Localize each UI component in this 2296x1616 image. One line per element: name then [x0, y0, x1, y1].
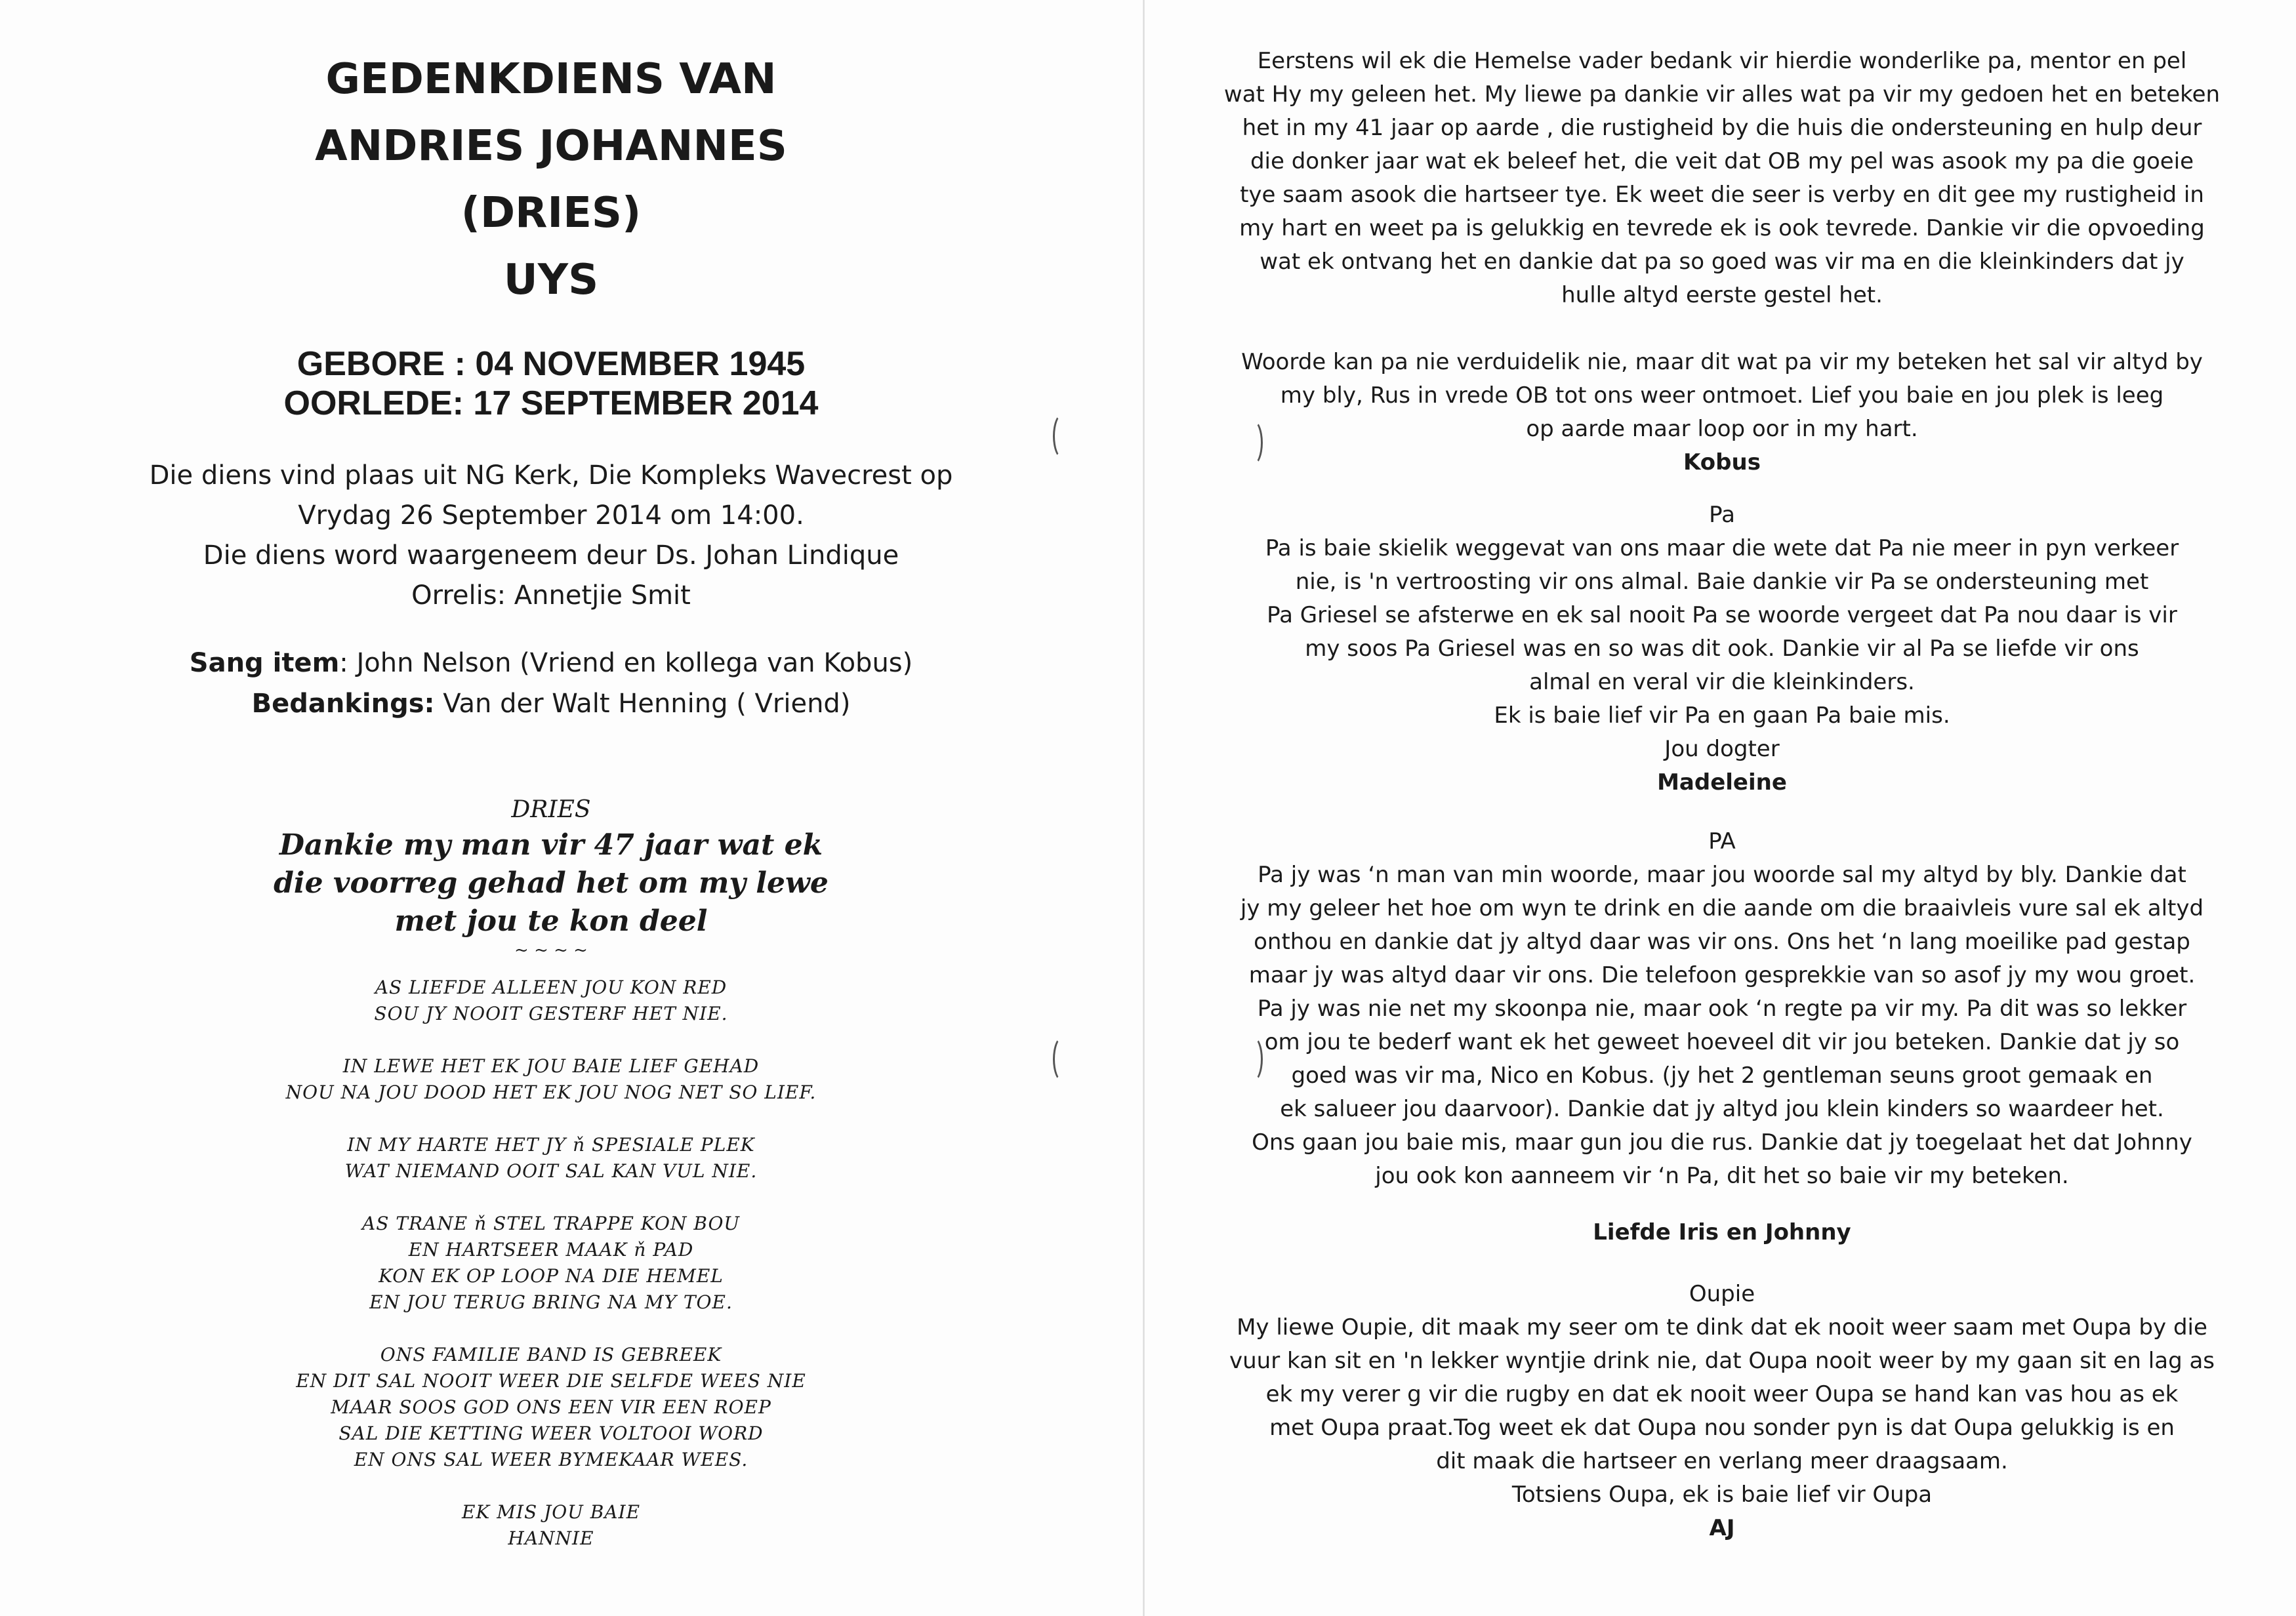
thanks-item [92, 683, 1010, 724]
tribute-line: my bly, Rus in vrede OB tot ons weer ontmoet. Lief you baie en jou plek is leeg [1280, 382, 2164, 409]
memorial-poem [92, 794, 1010, 1578]
tribute-line: dit maak die hartseer en verlang meer draagsaam. [1436, 1448, 2008, 1474]
poem-line: WAT NIEMAND OOIT SAL KAN VUL NIE. [344, 1160, 758, 1182]
poem-stanza [92, 1211, 1010, 1316]
service-line: Orrelis: Annetjie Smit [411, 580, 691, 611]
birth-date: GEBORE : 04 NOVEMBER 1945 [297, 345, 806, 383]
tribute-heading: Pa [1709, 502, 1735, 528]
poem-heading: DRIES [511, 796, 591, 823]
tribute-line: die donker jaar wat ek beleef het, die veit dat OB my pel was asook my pa die goeie [1250, 148, 2194, 174]
poem-line: SOU JY NOOIT GESTERF HET NIE. [374, 1003, 728, 1024]
tribute-signature: Kobus [1683, 449, 1761, 475]
tribute-line: wat Hy my geleen het. My liewe pa dankie vir alles wat pa vir my gedoen het en beteken [1223, 81, 2221, 108]
binding-hole-mark [1053, 413, 1073, 459]
poem-stanza [92, 1342, 1010, 1473]
poem-line: NOU NA JOU DOOD HET EK JOU NOG NET SO LIEF. [285, 1081, 817, 1103]
tribute-signature: Liefde Iris en Johnny [1593, 1219, 1851, 1245]
tribute-line: Pa jy was ‘n man van min woorde, maar jou woorde sal my altyd by bly. Dankie dat [1258, 862, 2186, 888]
title-line: ANDRIES JOHANNES [315, 122, 787, 171]
poem-dedication-line: met jou te kon deel [394, 904, 708, 938]
tribute-signature: AJ [1709, 1515, 1735, 1541]
tribute-line: Ek is baie lief vir Pa en gaan Pa baie mis. [1494, 702, 1950, 729]
tribute-iris-johnny [1200, 825, 2244, 1249]
tribute-heading: Oupie [1689, 1281, 1755, 1307]
tribute-madeleine [1200, 498, 2244, 799]
poem-line: SAL DIE KETTING WEER VOLTOOI WORD [338, 1423, 764, 1444]
tribute-line: jy my geleer het hoe om wyn te drink en die aande om die braaivleis vure sal ek altyd [1240, 895, 2204, 921]
tribute-line: my hart en weet pa is gelukkig en tevrede ek is ook tevrede. Dankie vir die opvoeding [1239, 215, 2205, 241]
poem-stanza [92, 975, 1010, 1027]
poem-line: ONS FAMILIE BAND IS GEBREEK [380, 1344, 722, 1365]
tribute-line: Jou dogter [1664, 736, 1780, 762]
service-line: Die diens word waargeneem deur Ds. Johan Lindique [203, 540, 899, 571]
poem-line: EK MIS JOU BAIE [461, 1501, 641, 1523]
title-line: (DRIES) [461, 189, 642, 237]
tribute-line: op aarde maar loop oor in my hart. [1526, 416, 1918, 442]
page-fold [1143, 0, 1145, 1616]
thanks-value: Van der Walt Henning ( Vriend) [434, 689, 851, 719]
poem-line: KON EK OP LOOP NA DIE HEMEL [379, 1265, 724, 1287]
poem-line: IN MY HARTE HET JY ň SPESIALE PLEK [347, 1134, 755, 1156]
poem-line: EN ONS SAL WEER BYMEKAAR WEES. [354, 1449, 748, 1470]
thanks-label: Bedankings: [251, 689, 435, 719]
tribute-line: Pa is baie skielik weggevat van ons maar die wete dat Pa nie meer in pyn verkeer [1265, 535, 2179, 561]
tribute-line: Pa Griesel se afsterwe en ek sal nooit Pa se woorde vergeet dat Pa nou daar is vir [1267, 602, 2177, 628]
tribute-line: almal en veral vir die kleinkinders. [1529, 669, 1915, 695]
tribute-line: vuur kan sit en 'n lekker wyntjie drink nie, dat Oupa nooit weer by my gaan sit en lag as [1229, 1348, 2215, 1374]
tribute-line: wat ek ontvang het en dankie dat pa so goed was vir ma en die kleinkinders dat jy [1260, 249, 2184, 275]
tribute-line: Ons gaan jou baie mis, maar gun jou die rus. Dankie dat jy toegelaat het dat Johnny [1252, 1129, 2192, 1156]
tribute-line: onthou en dankie dat jy altyd daar was vir ons. Ons het ‘n lang moeilike pad gestap [1254, 929, 2190, 955]
poem-line: AS LIEFDE ALLEEN JOU KON RED [375, 977, 728, 998]
service-credits [92, 643, 1010, 724]
poem-line: AS TRANE ň STEL TRAPPE KON BOU [361, 1213, 740, 1234]
poem-signature: HANNIE [508, 1527, 594, 1549]
song-item [92, 643, 1010, 683]
tribute-line: My liewe Oupie, dit maak my seer om te dink dat ek nooit weer saam met Oupa by die [1237, 1314, 2207, 1341]
tribute-line: hulle altyd eerste gestel het. [1561, 282, 1883, 308]
title-line: GEDENKDIENS VAN [325, 55, 777, 104]
poem-separator: ~ ~ ~ ~ [514, 940, 588, 960]
tribute-line: tye saam asook die hartseer tye. Ek weet die seer is verby en dit gee my rustigheid in [1240, 182, 2204, 208]
poem-line: EN JOU TERUG BRING NA MY TOE. [369, 1291, 733, 1313]
tribute-line: het in my 41 jaar op aarde , die rustigheid by die huis die ondersteuning en hulp deur [1242, 115, 2202, 141]
tribute-line: Pa jy was nie net my skoonpa nie, maar ook ‘n regte pa vir my. Pa dit was so lekker [1257, 996, 2187, 1022]
tribute-line: Eerstens wil ek die Hemelse vader bedank vir hierdie wonderlike pa, mentor en pel [1257, 48, 2187, 74]
tribute-signature: Madeleine [1657, 769, 1787, 796]
tribute-line: Woorde kan pa nie verduidelik nie, maar dit wat pa vir my beteken het sal vir altyd by [1241, 349, 2203, 375]
poem-line: EN DIT SAL NOOIT WEER DIE SELFDE WEES NIE [296, 1370, 806, 1392]
tribute-line: om jou te bederf want ek het geweet hoeveel dit vir jou beteken. Dankie dat jy so [1264, 1029, 2180, 1055]
poem-dedication-line: Dankie my man vir 47 jaar wat ek [279, 828, 823, 862]
poem-line: IN LEWE HET EK JOU BAIE LIEF GEHAD [342, 1055, 760, 1077]
binding-hole-mark [1053, 1036, 1073, 1082]
tribute-aj [1200, 1278, 2244, 1545]
poem-stanza [92, 1053, 1010, 1106]
tribute-line: goed was vir ma, Nico en Kobus. (jy het 2 gentleman seuns groot gemaak en [1291, 1062, 2153, 1089]
tribute-heading: PA [1708, 828, 1736, 855]
death-date: OORLEDE: 17 SEPTEMBER 2014 [283, 384, 819, 422]
tribute-line: ek salueer jou daarvoor). Dankie dat jy altyd jou klein kinders so waardeer het. [1280, 1096, 2164, 1122]
memorial-title [92, 46, 1010, 313]
poem-line: MAAR SOOS GOD ONS EEN VIR EEN ROEP [331, 1396, 771, 1418]
tribute-line: Totsiens Oupa, ek is baie lief vir Oupa [1511, 1482, 1933, 1508]
life-dates [92, 344, 1010, 423]
tribute-line: jou ook kon aanneem vir ‘n Pa, dit het so baie vir my beteken. [1375, 1163, 2069, 1189]
tribute-line: nie, is 'n vertroosting vir ons almal. Baie dankie vir Pa se ondersteuning met [1295, 569, 2149, 595]
service-line: Die diens vind plaas uit NG Kerk, Die Kompleks Wavecrest op [149, 460, 953, 491]
tribute-line: my soos Pa Griesel was en so was dit ook. Dankie vir al Pa se liefde vir ons [1305, 636, 2139, 662]
poem-stanzas [92, 975, 1010, 1552]
song-value: : John Nelson (Vriend en kollega van Kobus) [339, 648, 913, 678]
poem-stanza [92, 1499, 1010, 1552]
poem-dedication-line: die voorreg gehad het om my lewe [274, 866, 829, 900]
tribute-line: ek my verer g vir die rugby en dat ek nooit weer Oupa se hand kan vas hou as ek [1265, 1381, 2179, 1407]
service-line: Vrydag 26 September 2014 om 14:00. [298, 500, 804, 531]
poem-line: EN HARTSEER MAAK ň PAD [408, 1239, 694, 1261]
tribute-line: met Oupa praat.Tog weet ek dat Oupa nou sonder pyn is dat Oupa gelukkig is en [1269, 1415, 2175, 1441]
song-label: Sang item [189, 648, 340, 678]
poem-stanza [92, 1132, 1010, 1184]
tribute-kobus [1200, 45, 2244, 479]
service-details [92, 456, 1010, 616]
title-line: UYS [503, 256, 599, 304]
tribute-line: maar jy was altyd daar vir ons. Die telefoon gesprekkie van so asof jy my wou groet. [1248, 962, 2196, 988]
